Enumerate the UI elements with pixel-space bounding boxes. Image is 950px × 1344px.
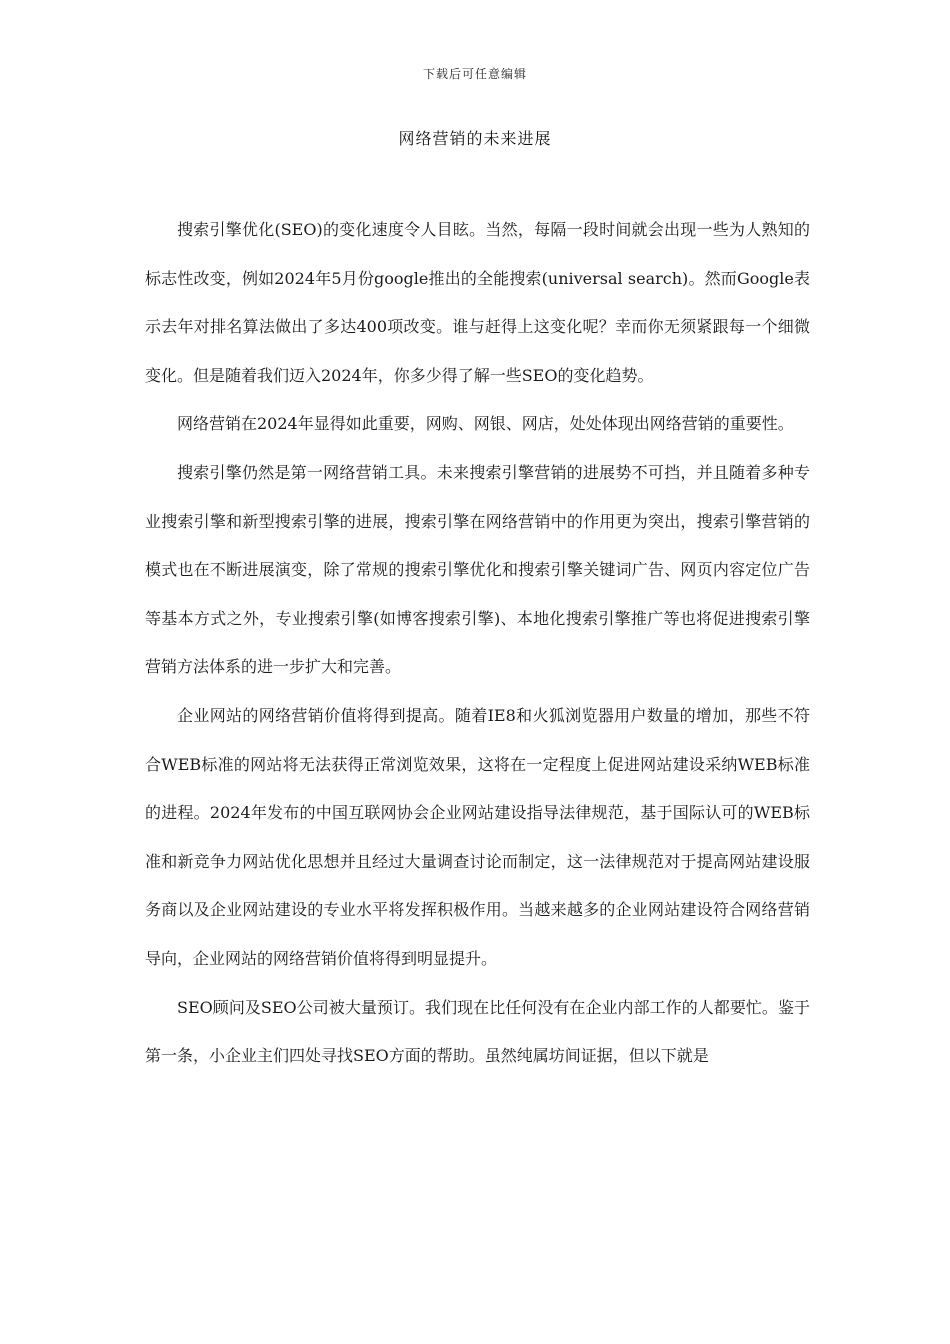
paragraph: 网络营销在2024年显得如此重要，网购、网银、网店，处处体现出网络营销的重要性。 [177, 414, 794, 434]
header-note: 下载后可任意编辑 [422, 67, 527, 81]
document-body [145, 206, 810, 1081]
paragraph: 搜索引擎仍然是第一网络营销工具。未来搜索引擎营销的进展势不可挡，并且随着多种专业搜索引擎和新型搜索引擎的进展，搜索引擎在网络营销中的作用更为突出，搜索引擎营销的模式也在不断进展演变，除了常规的搜索引擎优化和搜索引擎关键词广告、网页内容定位广告等基本方式之外，专业搜索引擎(如博客搜索引擎)、本地化搜索引擎推广等也将促进搜索引擎营销方法体系的进一步扩大和完善。 [145, 462, 810, 677]
document-title: 网络营销的未来进展 [398, 129, 552, 148]
paragraph: 搜索引擎优化(SEO)的变化速度令人目眩。当然，每隔一段时间就会出现一些为人熟知的标志性改变，例如2024年5月份google推出的全能搜索(universal search)。然而Google表示去年对排名算法做出了多达400项改变。谁与赶得上这变化呢？幸而你无须紧跟每一个细微变化。但是随着我们迈入2024年，你多少得了解一些SEO的变化趋势。 [145, 220, 810, 385]
paragraph: 企业网站的网络营销价值将得到提高。随着IE8和火狐浏览器用户数量的增加，那些不符合WEB标准的网站将无法获得正常浏览效果，这将在一定程度上促进网站建设采纳WEB标准的进程。2024年发布的中国互联网协会企业网站建设指导法律规范，基于国际认可的WEB标准和新竞争力网站优化思想并且经过大量调查讨论而制定，这一法律规范对于提高网站建设服务商以及企业网站建设的专业水平将发挥积极作用。当越来越多的企业网站建设符合网络营销导向，企业网站的网络营销价值将得到明显提升。 [145, 705, 810, 968]
paragraph: SEO顾问及SEO公司被大量预订。我们现在比任何没有在企业内部工作的人都要忙。鉴于第一条，小企业主们四处寻找SEO方面的帮助。虽然纯属坊间证据，但以下就是 [145, 997, 810, 1066]
